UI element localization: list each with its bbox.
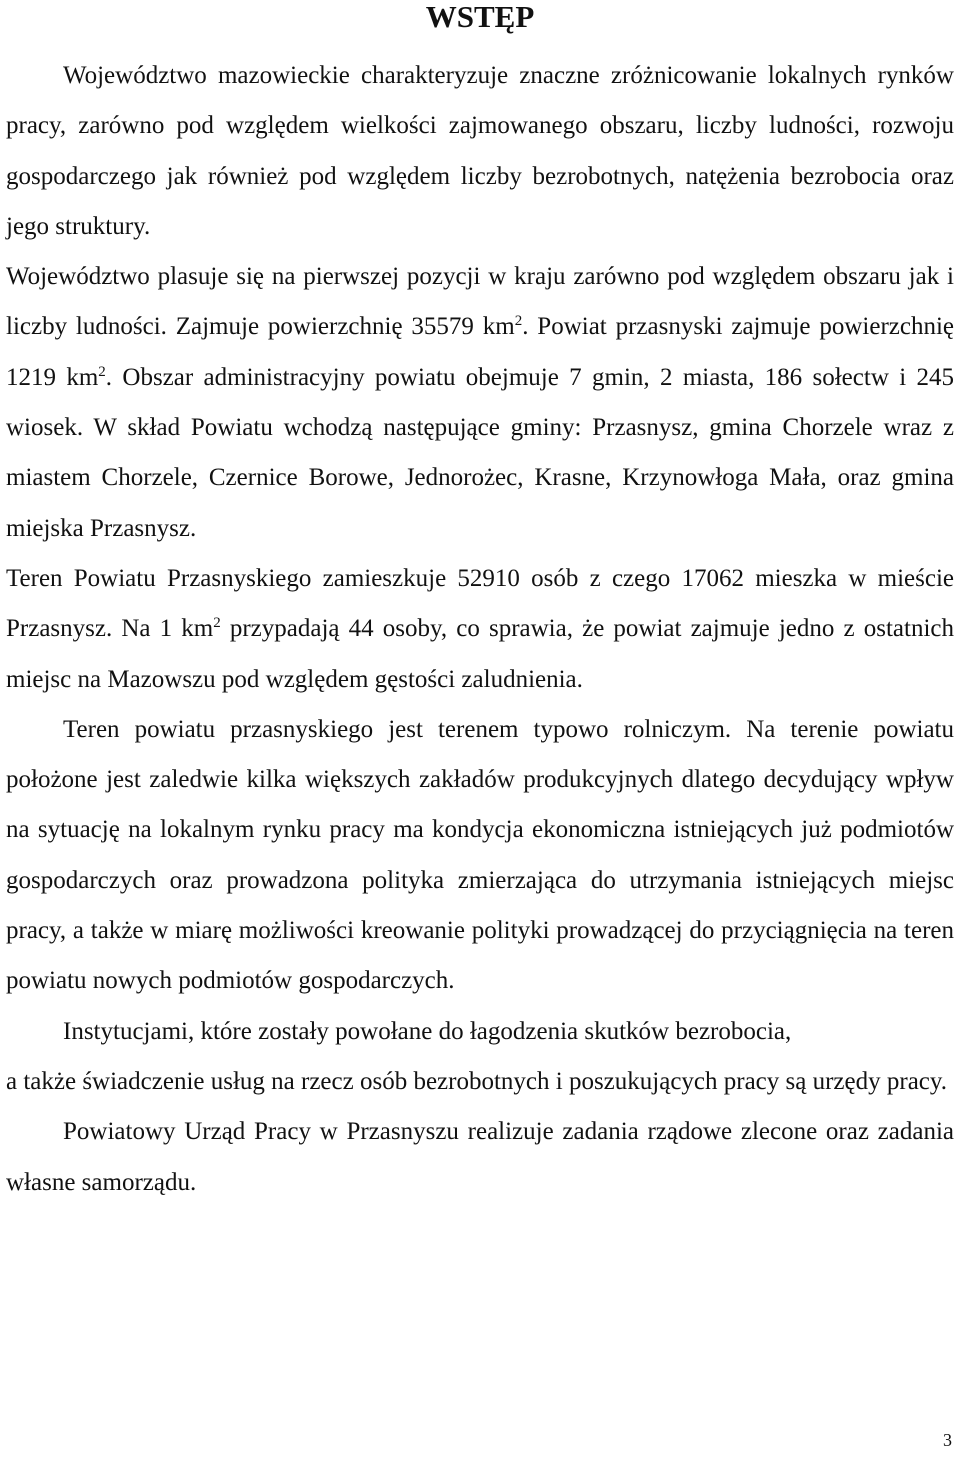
paragraph-area-part-2: . Powiat przasnyski zajmuje powierzchnię 1219 km — [6, 313, 954, 391]
superscript-2: 2 — [213, 615, 221, 632]
superscript-2: 2 — [514, 313, 523, 330]
paragraph-population-part-2: przypadają 44 osoby, co sprawia, że powiat zajmuje jedno z ostatnich miejsc na Mazowszu pod względem gęstości zaludnienia. — [6, 615, 954, 693]
page-title: WSTĘP — [425, 0, 535, 34]
paragraph-pup-tasks: Powiatowy Urząd Pracy w Przasnyszu realizuje zadania rządowe zlecone oraz zadania własne samorządu. — [6, 1118, 954, 1196]
paragraph-area — [6, 252, 954, 554]
paragraph-agriculture: Teren powiatu przasnyskiego jest terenem typowo rolniczym. Na terenie powiatu położone jest zaledwie kilka większych zakładów produkcyjnych dlatego decydujący wpływ na sytuację na lokalnym rynku pracy ma kondycja ekonomiczna istniejących już podmiotów gospodarczych oraz prowadzona polityka zmierzająca do utrzymania istniejących miejsc pracy, a także w miarę możliwości kreowanie polityki prowadzącej do przyciągnięcia na teren powiatu nowych podmiotów gospodarczych. — [6, 715, 954, 995]
paragraph-population-part-1: Teren Powiatu Przasnyskiego zamieszkuje 52910 osób z czego 17062 mieszka w mieście Przasnysz. Na 1 km — [6, 564, 954, 643]
paragraph-area-part-3: . Obszar administracyjny powiatu obejmuje 7 gmin, 2 miasta, 186 sołectw i 245 wiosek. W skład Powiatu wchodzą następujące gminy: Przasnysz, gmina Chorzele wraz z miastem Chorzele, Czernice Borowe, Jednorożec, Krasne, Krzynowłoga Mała, oraz gmina miejska Przasnysz. — [6, 363, 954, 542]
paragraph-institutions: Instytucjami, które zostały powołane do łagodzenia skutków bezrobocia, — [63, 1017, 792, 1045]
superscript-2: 2 — [98, 363, 106, 380]
paragraph-area-part-1: Województwo plasuje się na pierwszej pozycji w kraju zarówno pod względem obszaru jak i liczby ludności. Zajmuje powierzchnię 35579 km — [6, 263, 954, 341]
page-number: 3 — [943, 1430, 952, 1450]
paragraph-intro: Województwo mazowieckie charakteryzuje znaczne zróżnicowanie lokalnych rynków pracy, zarówno pod względem wielkości zajmowanego obszaru, liczby ludności, rozwoju gospodarczego jak również pod względem liczby bezrobotnych, natężenia bezrobocia oraz jego struktury. — [6, 62, 954, 240]
paragraph-labour-offices: a także świadczenie usług na rzecz osób bezrobotnych i poszukujących pracy są urzędy pracy. — [6, 1067, 948, 1095]
paragraph-population — [6, 554, 954, 705]
